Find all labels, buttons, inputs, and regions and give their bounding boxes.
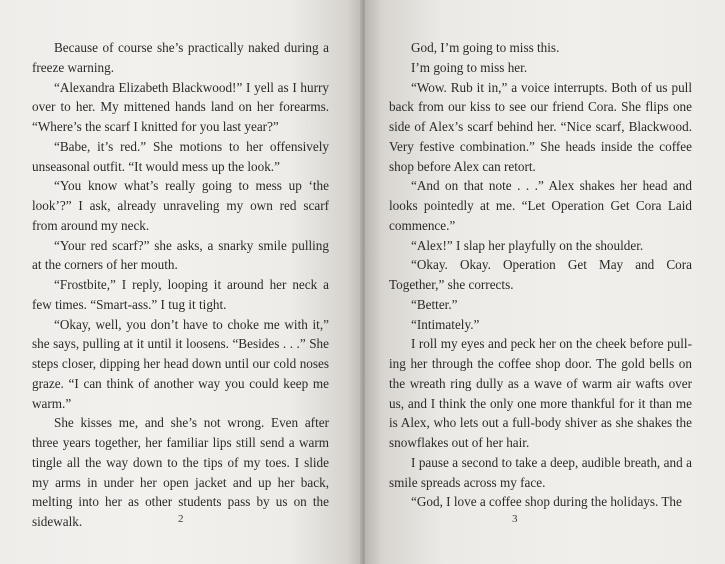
- paragraph: Because of course she’s practically naked during a freeze warning.: [32, 40, 329, 75]
- paragraph: “Your red scarf?” she asks, a snarky smile pulling at the corners of her mouth.: [32, 237, 329, 273]
- paragraph: God, I’m going to miss this.: [411, 40, 560, 55]
- paragraph: I’m going to miss her.: [411, 59, 528, 75]
- paragraph: “Wow. Rub it in,” a voice interrupts. Both of us pull back from our kiss to see our friend Cora. She flips one side of Alex’s scarf behind her. “Nice scarf, Blackwood. Very festive combination.” She heads inside the coffee shop before Alex can retort.: [389, 79, 692, 174]
- paragraph: I roll my eyes and peck her on the cheek before pulling her through the coffee shop door. The gold bells on the wreath ring dully as a wave of warm air wafts over us, and I think the only one more thankful for it than me is Alex, who lets out a full-body shiver as she shakes the snowflakes out of her hair.: [389, 336, 692, 450]
- right-page: [365, 0, 725, 564]
- right-page-text: [389, 38, 692, 512]
- paragraph: “Frostbite,” I reply, looping it around her neck a few times. “Smart-ass.” I tug it tight.: [32, 277, 329, 312]
- paragraph: “Okay, well, you don’t have to choke me with it,” she says, pulling at it until it loosens. “Besides . . .” She steps closer, dipping her head down until our cold noses graze. “I can think of another way you could keep me warm.”: [32, 316, 329, 411]
- paragraph: She kisses me, and she’s not wrong. Even after three years together, her familiar lips still send a warm tingle all the way down to the tips of my toes. I slide my arms in under her open jacket and up her back, melting into her as other students pass by us on the sidewalk.: [32, 415, 329, 529]
- paragraph: “Intimately.”: [411, 316, 480, 332]
- paragraph: “God, I love a coffee shop during the holidays. The: [411, 494, 682, 510]
- paragraph: “Okay. Okay. Operation Get May and Cora Together,” she corrects.: [389, 257, 692, 292]
- paragraph: “Alex!” I slap her playfully on the shoulder.: [411, 237, 644, 253]
- paragraph: “Better.”: [411, 296, 458, 312]
- page-number: 2: [178, 513, 184, 525]
- left-page: [0, 0, 362, 564]
- left-page-text: [32, 38, 329, 532]
- paragraph: “You know what’s really going to mess up ‘the look’?” I ask, already unraveling my own red scarf from around my neck.: [32, 178, 329, 233]
- page-number: 3: [512, 513, 518, 525]
- paragraph: “Babe, it’s red.” She motions to her offensively unseasonal outfit. “It would mess up the look.”: [32, 138, 329, 174]
- paragraph: “And on that note . . .” Alex shakes her head and looks pointedly at me. “Let Operation Get Cora Laid commence.”: [389, 178, 692, 233]
- paragraph: I pause a second to take a deep, audible breath, and a smile spreads across my face.: [389, 454, 692, 490]
- paragraph: “Alexandra Elizabeth Blackwood!” I yell as I hurry over to her. My mittened hands land on her forearms. “Where’s the scarf I knitted for you last year?”: [32, 79, 329, 134]
